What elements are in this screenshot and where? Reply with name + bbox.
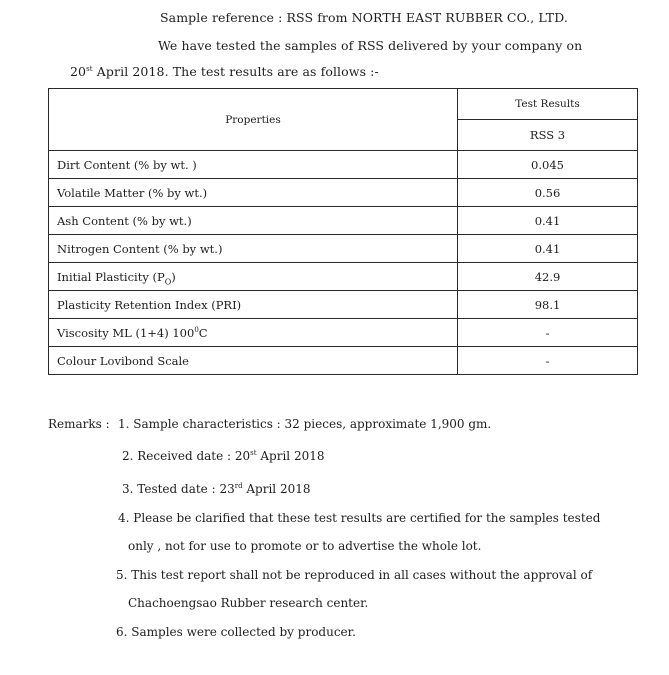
value-cell: 0.41 xyxy=(458,207,638,235)
sample-reference: Sample reference : RSS from NORTH EAST RUBBER CO., LTD. xyxy=(160,10,568,25)
property-text: Viscosity ML (1+4) 100 xyxy=(57,325,195,340)
remark-4b: only , not for use to promote or to advertise the whole lot. xyxy=(128,539,482,553)
property-cell: Volatile Matter (% by wt.) xyxy=(49,179,458,207)
intro-date-line xyxy=(70,64,379,79)
table-row xyxy=(49,347,638,375)
value-cell: 98.1 xyxy=(458,291,638,319)
table-row xyxy=(49,207,638,235)
table-row xyxy=(49,319,638,347)
property-cell: Colour Lovibond Scale xyxy=(49,347,458,375)
remark-2-text: 2. Received date : 20 xyxy=(122,449,251,463)
table-row xyxy=(49,151,638,179)
property-cell: Plasticity Retention Index (PRI) xyxy=(49,291,458,319)
property-superscript: 0 xyxy=(194,325,199,334)
table-row xyxy=(49,235,638,263)
intro-rest: April 2018. The test results are as follows :- xyxy=(96,64,379,79)
value-cell: - xyxy=(458,347,638,375)
remark-6: 6. Samples were collected by producer. xyxy=(116,625,356,639)
remark-3-text: 3. Tested date : 23 xyxy=(122,482,235,496)
remark-3 xyxy=(122,482,311,496)
value-cell: 0.41 xyxy=(458,235,638,263)
remark-2-date: April 2018 xyxy=(260,449,325,463)
table-row xyxy=(49,291,638,319)
test-results-table xyxy=(48,88,638,375)
property-text-after: ) xyxy=(171,269,176,284)
value-cell: 0.56 xyxy=(458,179,638,207)
remark-1: 1. Sample characteristics : 32 pieces, approximate 1,900 gm. xyxy=(118,417,492,431)
intro-day-suffix: st xyxy=(86,64,93,73)
table-row xyxy=(49,263,638,291)
property-cell: Nitrogen Content (% by wt.) xyxy=(49,235,458,263)
value-cell: - xyxy=(458,319,638,347)
header-properties: Properties xyxy=(49,89,458,151)
property-text-after: C xyxy=(198,325,208,340)
remarks-label: Remarks : xyxy=(48,417,110,431)
value-cell: 42.9 xyxy=(458,263,638,291)
remark-5b: Chachoengsao Rubber research center. xyxy=(128,596,369,610)
remark-3-date: April 2018 xyxy=(246,482,311,496)
property-cell xyxy=(49,263,458,291)
intro-day: 20 xyxy=(70,64,87,79)
remark-5a: 5. This test report shall not be reproduced in all cases without the approval of xyxy=(116,568,593,582)
property-subscript: O xyxy=(164,276,172,286)
remark-3-suffix: rd xyxy=(234,482,243,490)
remark-2-suffix: st xyxy=(250,449,257,457)
intro-statement: We have tested the samples of RSS delivered by your company on xyxy=(158,38,583,53)
remark-2 xyxy=(122,449,325,463)
property-cell: Ash Content (% by wt.) xyxy=(49,207,458,235)
property-cell xyxy=(49,319,458,347)
property-cell: Dirt Content (% by wt. ) xyxy=(49,151,458,179)
remark-4a: 4. Please be clarified that these test results are certified for the samples tested xyxy=(118,511,601,525)
value-cell: 0.045 xyxy=(458,151,638,179)
header-sample: RSS 3 xyxy=(458,120,638,151)
property-text: Initial Plasticity (P xyxy=(57,269,165,284)
table-row xyxy=(49,179,638,207)
header-test-results: Test Results xyxy=(458,89,638,120)
